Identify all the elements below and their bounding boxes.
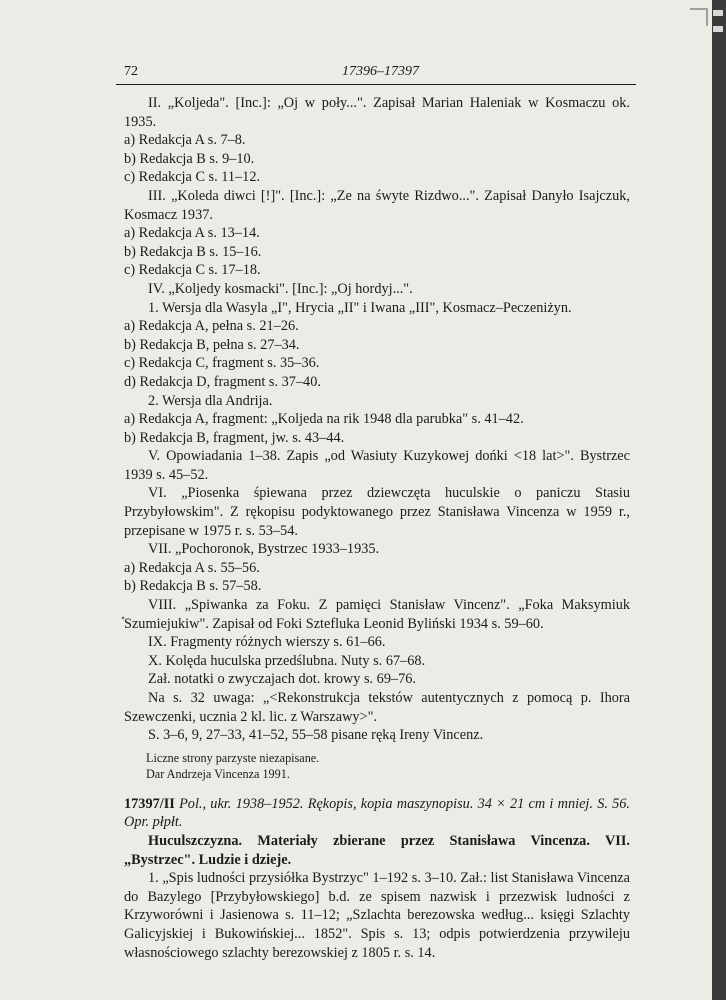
entry-line: b) Redakcja B s. 57–58. xyxy=(124,578,262,595)
entry-line: S. 3–6, 9, 27–33, 41–52, 55–58 pisane ręką Ireny Vincenz. xyxy=(148,727,484,744)
page-number: 72 xyxy=(124,64,138,79)
scan-edge xyxy=(712,0,726,1000)
catalogue-range: 17396–17397 xyxy=(342,64,419,79)
entry-line: c) Redakcja C, fragment s. 35–36. xyxy=(124,355,320,372)
entry-line: b) Redakcja B, fragment, jw. s. 43–44. xyxy=(124,429,345,446)
entry-line: Zał. notatki o zwyczajach dot. krowy s. 69–76. xyxy=(148,671,416,688)
entry-line: VI. „Piosenka śpiewana przez dziewczęta huculskie o paniczu Stasiu Przybyłowskim". Z rękopisu podyktowanego przez Stanisława Vincenza w 1959 r., przepisane w 1975 r. s. 53–54. xyxy=(124,485,630,539)
entry-description: Pol., ukr. 1938–1952. Rękopis, kopia maszynopisu. 34 × 21 cm i mniej. S. 56. Opr. płpłt. xyxy=(124,795,631,831)
catalogue-text xyxy=(124,94,630,962)
entry-line: d) Redakcja D, fragment s. 37–40. xyxy=(124,373,321,390)
note-line: Liczne strony parzyste niezapisane. xyxy=(146,750,320,765)
entry-line: Na s. 32 uwaga: „<Rekonstrukcja tekstów autentycznych z pomocą p. Ihora Szewczenki, ucznia 2 kl. lic. z Warszawy>". xyxy=(124,690,630,725)
entry-line: V. Opowiadania 1–38. Zapis „od Wasiuty Kuzykowej dońki <18 lat>". Bystrzec 1939 s. 45–52. xyxy=(124,448,630,483)
entry-id: 17397/II xyxy=(124,795,175,812)
edge-mark-icon xyxy=(713,10,723,16)
entry-line: a) Redakcja A, fragment: „Koljeda na rik 1948 dla parubka" s. 41–42. xyxy=(124,411,524,428)
entry-line: VIII. „Spiwanka za Foku. Z pamięci Stanisław Vincenz". „Foka Maksymiuk Szumiejukiw". Zapisał od Foki Sztefluka Leonid Byliński 1934 s. 59–60. xyxy=(124,597,630,632)
note-line: Dar Andrzeja Vincenza 1991. xyxy=(146,766,290,781)
entry-line: 1. Wersja dla Wasyla „I", Hrycia „II" i Iwana „III", Kosmacz–Peczeniżyn. xyxy=(148,299,572,316)
entry-line: IV. „Koljedy kosmacki". [Inc.]: „Oj hordyj...". xyxy=(148,280,413,297)
entry-title: Huculszczyzna. Materiały zbierane przez Stanisława Vincenza. VII. „Bystrzec". Ludzie i dzieje. xyxy=(124,832,630,868)
spacer xyxy=(124,782,630,795)
entry-line: b) Redakcja B s. 9–10. xyxy=(124,150,255,167)
entry-line: b) Redakcja B s. 15–16. xyxy=(124,243,262,260)
entry-line: X. Kolęda huculska przedślubna. Nuty s. 67–68. xyxy=(148,652,426,669)
entry-line: a) Redakcja A s. 13–14. xyxy=(124,225,260,242)
entry-line: II. „Koljeda". [Inc.]: „Oj w poły...". Zapisał Marian Haleniak w Kosmaczu ok. 1935. xyxy=(124,95,630,130)
entry-line: a) Redakcja A s. 7–8. xyxy=(124,132,246,149)
corner-mark-icon xyxy=(690,8,708,26)
entry-line: a) Redakcja A s. 55–56. xyxy=(124,559,260,576)
entry-line: 2. Wersja dla Andrija. xyxy=(148,392,273,409)
entry-header xyxy=(124,795,630,832)
entry-line: VII. „Pochoronok, Bystrzec 1933–1935. xyxy=(148,541,380,558)
entry-line: b) Redakcja B, pełna s. 27–34. xyxy=(124,336,300,353)
entry-line: IX. Fragmenty różnych wierszy s. 61–66. xyxy=(148,634,386,651)
edge-mark-icon xyxy=(713,26,723,32)
margin-mark-icon: • xyxy=(121,611,126,625)
entry-text: 1. „Spis ludności przysiółka Bystrzyc" 1–192 s. 3–10. Zał.: list Stanisława Vincenza do Bazylego [Przybyłowskiego] b.d. ze spisem nazwisk i przezwisk ludności z Krzyworówni i Jasienowa s. 11–12; „Szlachta berezowska według... księgi Szlachty Galicyjskiej i Bukowińskiej... 1852". Spis s. 13; odpis potwierdzenia przywileju własnościowego szlachty berezowskiej z 1805 r. s. 14. xyxy=(124,870,630,961)
entry-line: c) Redakcja C s. 17–18. xyxy=(124,262,261,279)
entry-line: a) Redakcja A, pełna s. 21–26. xyxy=(124,318,299,335)
entry-line: c) Redakcja C s. 11–12. xyxy=(124,169,261,186)
running-header xyxy=(116,62,636,85)
entry-line: III. „Koleda diwci [!]". [Inc.]: „Ze na śwyte Rizdwo...". Zapisał Danyło Isajczuk, Kosmacz 1937. xyxy=(124,187,630,223)
